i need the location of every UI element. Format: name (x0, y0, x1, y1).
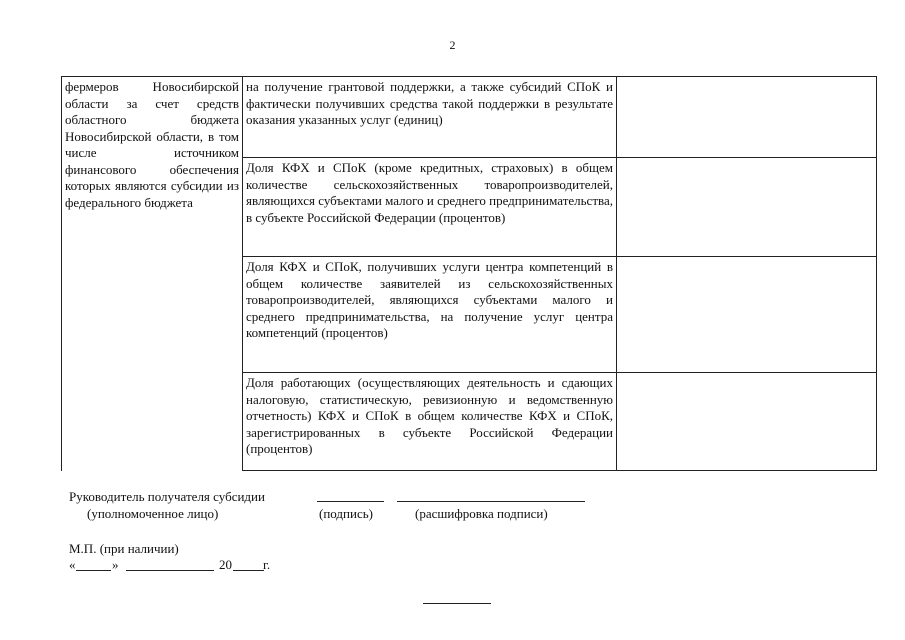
indicators-table (61, 76, 877, 471)
value-cell[interactable] (617, 158, 877, 257)
stamp-label: М.П. (при наличии) (69, 541, 179, 556)
year-prefix: 20 (219, 557, 232, 572)
signature-line[interactable] (317, 501, 384, 502)
date-open-quote: « (69, 557, 76, 572)
sign-label: (подпись) (319, 506, 373, 521)
decode-label: (расшифровка подписи) (415, 506, 548, 521)
program-name-cell: фермеров Новосибирской области за счет средств областного бюджета Новосибирской области, в том числе источником финансового обеспечения которых являются субсидии из федерального бюджета (62, 77, 243, 471)
indicator-cell: Доля работающих (осуществляющих деятельность и сдающих налоговую, статистическую, ревизионную и ведомственную отчетность) КФХ и СПоК в общем количестве КФХ и СПоК, зарегистрированных в субъекте Российской Федерации (процентов) (243, 373, 617, 471)
signature-decode-line[interactable] (397, 501, 585, 502)
end-separator (423, 603, 491, 604)
value-cell[interactable] (617, 373, 877, 471)
year-line[interactable] (233, 570, 264, 571)
year-suffix: г. (263, 557, 271, 572)
day-line[interactable] (76, 570, 111, 571)
table-row (62, 77, 877, 158)
head-label: Руководитель получателя субсидии (69, 489, 265, 504)
indicator-cell: Доля КФХ и СПоК, получивших услуги центра компетенций в общем количестве заявителей из сельскохозяйственных товаропроизводителей, являющихся субъектами малого и среднего предпринимательства, на получение услуг центра компетенций (процентов) (243, 257, 617, 373)
value-cell[interactable] (617, 257, 877, 373)
month-line[interactable] (126, 570, 214, 571)
indicator-cell: Доля КФХ и СПоК (кроме кредитных, страховых) в общем количестве сельскохозяйственных товаропроизводителей, являющихся субъектами малого и среднего предпринимательства, в субъекте Российской Федерации (процентов) (243, 158, 617, 257)
value-cell[interactable] (617, 77, 877, 158)
page-number: 2 (449, 38, 456, 52)
indicator-cell: на получение грантовой поддержки, а также субсидий СПоК и фактически получивших средства такой поддержки в результате оказания указанных услуг (единиц) (243, 77, 617, 158)
authorized-label: (уполномоченное лицо) (87, 506, 219, 521)
date-close-quote: » (112, 557, 119, 572)
